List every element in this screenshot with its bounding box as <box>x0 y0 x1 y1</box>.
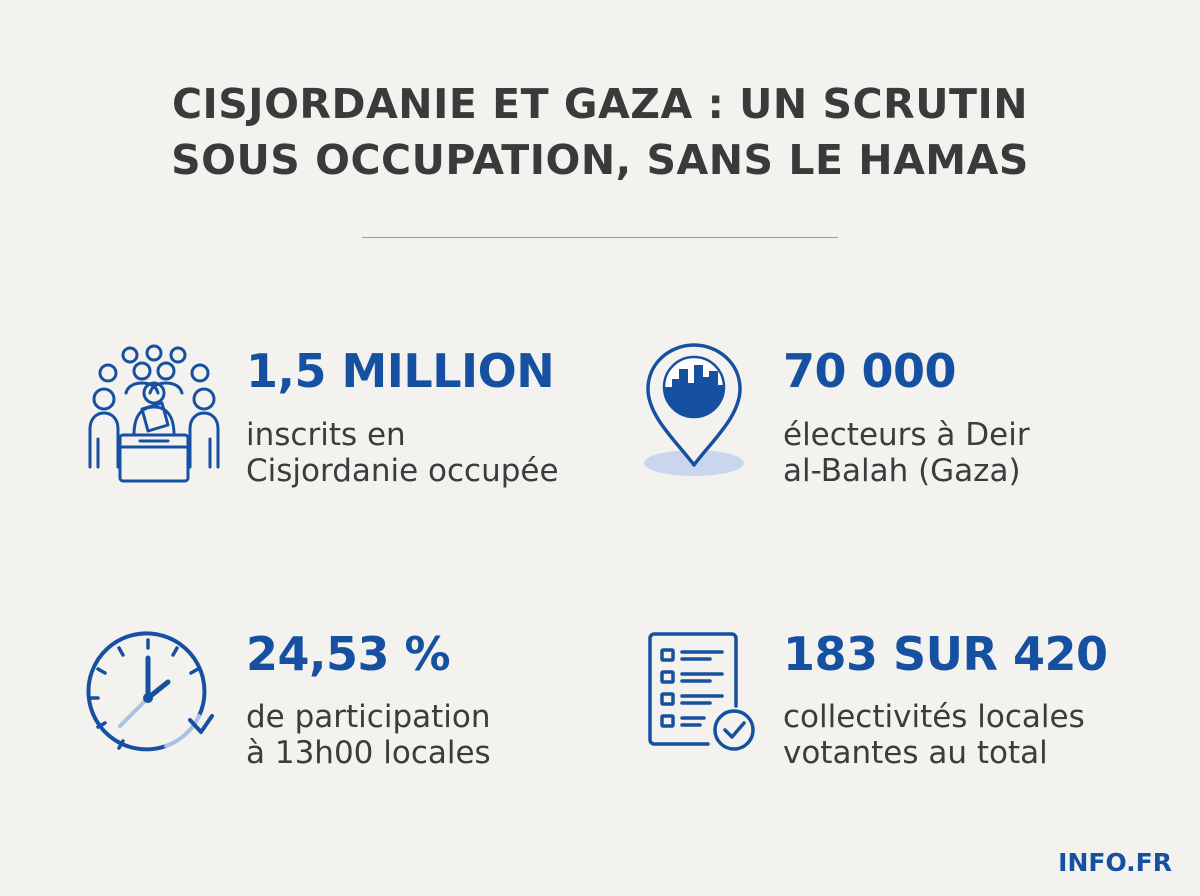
stat-turnout-description <box>246 699 491 771</box>
stat-registered-description-line-1: inscrits en <box>246 417 406 453</box>
stat-municipalities-description-line-1: collectivités locales <box>783 699 1085 735</box>
stat-turnout-value: 24,53 % <box>246 627 451 681</box>
stat-voters-description <box>783 417 1030 489</box>
stat-turnout-description-line-1: de participation <box>246 699 491 735</box>
stat-voters-description-line-2: al-Balah (Gaza) <box>783 453 1021 489</box>
stat-registered-description-line-2: Cisjordanie occupée <box>246 453 559 489</box>
stat-municipalities-description-line-2: votantes au total <box>783 735 1048 771</box>
stat-voters-description-line-1: électeurs à Deir <box>783 417 1030 453</box>
stat-turnout-description-line-2: à 13h00 locales <box>246 735 491 771</box>
stat-registered-value: 1,5 MILLION <box>246 344 555 398</box>
stat-registered-description <box>246 417 559 489</box>
clock-icon <box>86 628 222 756</box>
page-title <box>0 76 1200 188</box>
checklist-icon <box>648 632 760 752</box>
stat-municipalities-description <box>783 699 1085 771</box>
brand-logo: INFO.FR <box>1058 848 1172 877</box>
page-title-line-2: SOUS OCCUPATION, SANS LE HAMAS <box>171 136 1029 184</box>
crowd-ballot-box-icon <box>86 343 222 485</box>
map-pin-city-icon <box>642 343 746 479</box>
stat-voters-value: 70 000 <box>783 344 957 398</box>
page-title-line-1: CISJORDANIE ET GAZA : UN SCRUTIN <box>171 80 1029 128</box>
stat-municipalities-value: 183 SUR 420 <box>783 627 1108 681</box>
title-divider <box>362 237 838 238</box>
